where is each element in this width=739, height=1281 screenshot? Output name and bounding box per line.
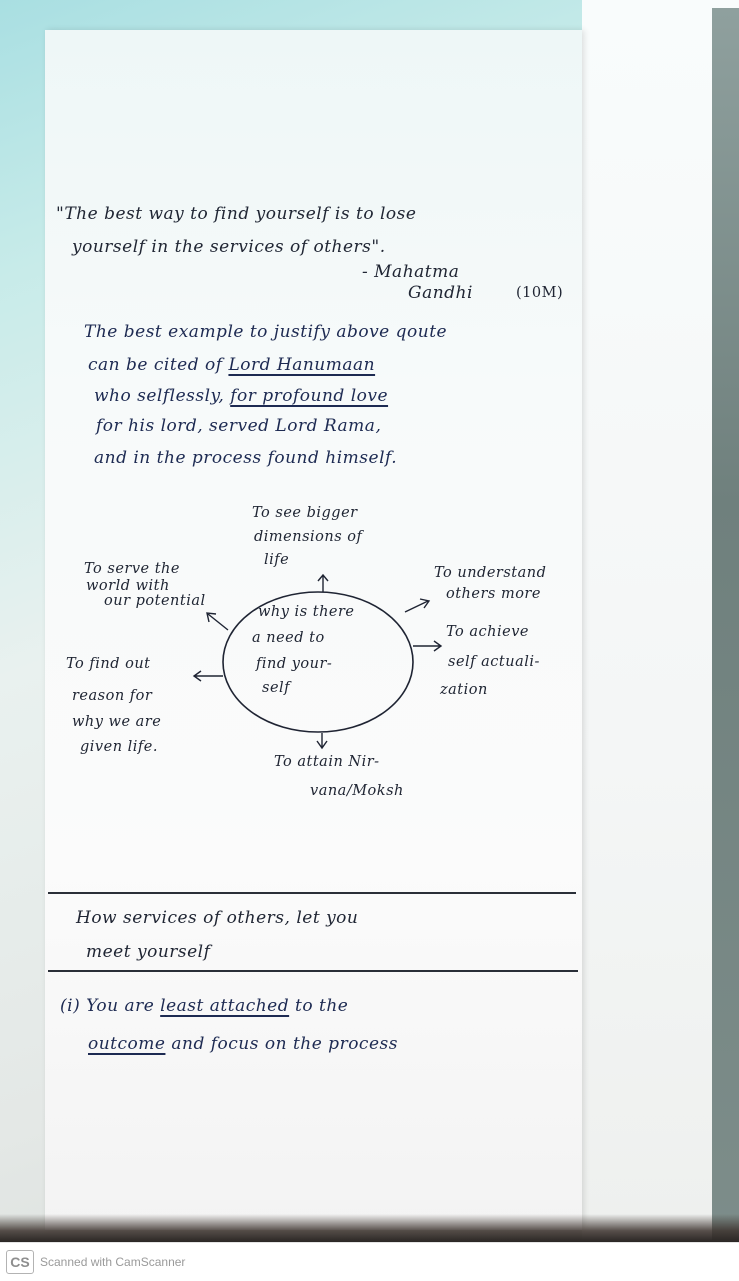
mindmap-center-line-3: find your- <box>256 656 333 672</box>
section-heading-line-2: meet yourself <box>86 942 211 962</box>
scanner-watermark-text: Scanned with CamScanner <box>40 1255 186 1269</box>
mindmap-bottom-line-1: To attain Nir- <box>274 754 380 770</box>
page-bottom-shadow <box>0 1214 739 1242</box>
quote-author-1: - Mahatma <box>362 262 460 282</box>
mindmap-right-top-line-1: To understand <box>434 565 547 581</box>
mindmap-top-left-line-3: our potential <box>104 593 206 609</box>
point-1-text-c: to the <box>295 996 349 1016</box>
divider-top <box>48 892 576 894</box>
mindmap-top-line-3: life <box>264 552 290 568</box>
quote-line-1: "The best way to find yourself is to lose <box>56 204 417 224</box>
paragraph-line-4: for his lord, served Lord Rama, <box>96 416 382 436</box>
mindmap-center-line-4: self <box>262 680 291 696</box>
paragraph-highlight-love: for profound love <box>230 386 389 406</box>
mindmap-right-line-1: To achieve <box>446 624 529 640</box>
marks-label: (10M) <box>516 285 564 301</box>
mindmap-left-line-3: why we are <box>72 714 162 730</box>
mindmap-top-line-2: dimensions of <box>254 529 363 545</box>
mindmap-top-line-1: To see bigger <box>252 505 358 521</box>
arrow-left <box>194 671 223 681</box>
arrow-bottom <box>317 733 327 748</box>
mindmap-right-top-line-2: others more <box>446 586 541 602</box>
camscanner-logo: CS <box>6 1250 34 1274</box>
arrow-top <box>318 575 328 592</box>
mindmap-right-line-2: self actuali- <box>448 654 540 670</box>
mindmap-left-line-4: given life. <box>80 739 158 755</box>
paragraph-highlight-hanumaan: Lord Hanumaan <box>228 355 376 375</box>
point-1-number: (i) <box>60 996 81 1016</box>
point-1-line-2 <box>88 1034 398 1054</box>
mindmap-right-line-3: zation <box>440 682 488 698</box>
arrow-top-left <box>207 613 228 630</box>
paragraph-line-1: The best example to justify above qoute <box>84 322 448 342</box>
mindmap-left-line-2: reason for <box>72 688 153 704</box>
section-heading-line-1: How services of others, let you <box>76 908 359 928</box>
point-1-highlight-least-attached: least attached <box>160 996 290 1016</box>
mindmap-center-line-1: why is there <box>258 604 355 620</box>
divider-bottom <box>48 970 578 972</box>
point-1-text-a: You are <box>86 996 155 1016</box>
point-1-text-e: and focus on the process <box>171 1034 398 1054</box>
scanner-watermark-bar <box>0 1242 739 1281</box>
quote-line-2: yourself in the services of others". <box>72 237 386 257</box>
arrow-right-top <box>405 599 429 612</box>
mindmap-top-left-line-1: To serve the <box>84 561 180 577</box>
point-1-line-1 <box>60 996 348 1016</box>
mindmap-top-left-line-2: world with <box>86 578 170 594</box>
quote-author-2: Gandhi <box>408 283 473 303</box>
paragraph-line-5: and in the process found himself. <box>94 448 398 468</box>
mindmap-bottom-line-2: vana/Moksh <box>310 783 404 799</box>
paragraph-line-3-start: who selflessly, <box>94 386 225 406</box>
point-1-highlight-outcome: outcome <box>88 1034 166 1054</box>
arrow-right <box>413 641 441 651</box>
mindmap-left-line-1: To find out <box>66 656 151 672</box>
mindmap-center-line-2: a need to <box>252 630 325 646</box>
paragraph-line-2-start: can be cited of <box>88 355 223 375</box>
